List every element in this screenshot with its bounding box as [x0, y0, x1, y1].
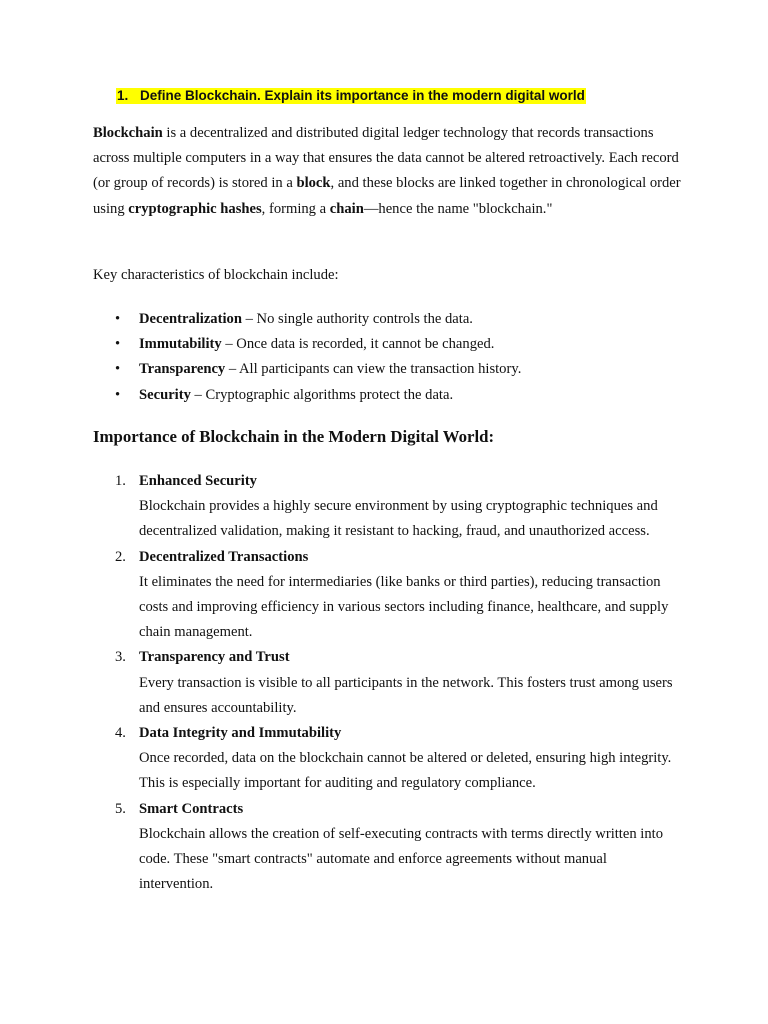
list-item	[93, 357, 683, 382]
item-number: 4.	[115, 725, 126, 742]
item-body: Blockchain allows the creation of self-executing contracts with terms directly written into code. These "smart contracts" automate and enforce agreements without manual intervention.	[139, 825, 663, 893]
list-item	[93, 545, 683, 646]
intro-text-3: , forming a	[261, 200, 330, 217]
item-title: Smart Contracts	[139, 800, 244, 817]
intro-term-block: block	[296, 175, 331, 192]
intro-term-blockchain: Blockchain	[93, 125, 163, 141]
characteristic-desc: – All participants can view the transaction history.	[225, 361, 522, 378]
question-number: 1.	[117, 88, 129, 103]
item-title: Transparency and Trust	[139, 649, 290, 666]
characteristics-list	[93, 307, 683, 408]
characteristic-desc: – No single authority controls the data.	[241, 311, 473, 327]
list-item	[93, 332, 683, 357]
question-heading	[116, 87, 586, 105]
question-text: Define Blockchain. Explain its importance in the modern digital world	[140, 88, 585, 103]
item-body: Every transaction is visible to all participants in the network. This fosters trust among users and ensures accountability.	[139, 674, 673, 716]
characteristic-term: Transparency	[139, 361, 226, 378]
item-number: 2.	[115, 548, 126, 565]
characteristic-term: Immutability	[139, 336, 222, 353]
item-body: It eliminates the need for intermediaries (like banks or third parties), reducing transaction costs and improving efficiency in various sectors including finance, healthcare, and supply chain management.	[139, 573, 669, 641]
intro-text-1: is a decentralized and distributed digital ledger technology that records transactions across multiple computers in a way that ensures the data cannot be altered retroactively. Each record (or group of records) is stored in a	[93, 125, 679, 192]
item-title: Data Integrity and Immutability	[139, 725, 342, 742]
item-body: Once recorded, data on the blockchain cannot be altered or deleted, ensuring high integrity. This is especially important for auditing and regulatory compliance.	[139, 750, 672, 792]
item-title: Decentralized Transactions	[139, 548, 309, 565]
item-number: 1.	[115, 473, 126, 489]
list-item	[93, 383, 683, 408]
importance-heading: Importance of Blockchain in the Modern Digital World:	[93, 427, 495, 446]
importance-list	[93, 469, 683, 897]
question-highlight	[116, 88, 586, 104]
bullet-icon: •	[115, 386, 121, 403]
characteristic-term: Security	[139, 386, 191, 403]
list-item	[93, 307, 683, 332]
item-number: 5.	[115, 800, 126, 817]
characteristic-desc: – Once data is recorded, it cannot be changed.	[221, 336, 495, 353]
item-body: Blockchain provides a highly secure environment by using cryptographic techniques and decentralized validation, making it resistant to hacking, fraud, and unauthorized access.	[139, 498, 658, 540]
bullet-icon: •	[115, 336, 121, 353]
item-number: 3.	[115, 649, 126, 666]
list-item	[93, 721, 683, 797]
characteristic-desc: – Cryptographic algorithms protect the data.	[190, 386, 454, 403]
intro-text-2: , and these blocks are linked together in chronological order using	[93, 175, 681, 217]
characteristic-term: Decentralization	[139, 311, 242, 327]
list-item	[93, 797, 683, 898]
intro-term-chain: chain	[329, 200, 364, 217]
bullet-icon: •	[115, 311, 121, 327]
list-item	[93, 645, 683, 721]
intro-paragraph	[93, 121, 683, 222]
key-characteristics-intro: Key characteristics of blockchain include:	[93, 267, 339, 283]
list-item	[93, 469, 683, 545]
intro-term-hashes: cryptographic hashes	[128, 200, 262, 217]
item-title: Enhanced Security	[139, 473, 257, 489]
intro-text-4: —hence the name "blockchain."	[363, 200, 553, 217]
bullet-icon: •	[115, 361, 121, 378]
